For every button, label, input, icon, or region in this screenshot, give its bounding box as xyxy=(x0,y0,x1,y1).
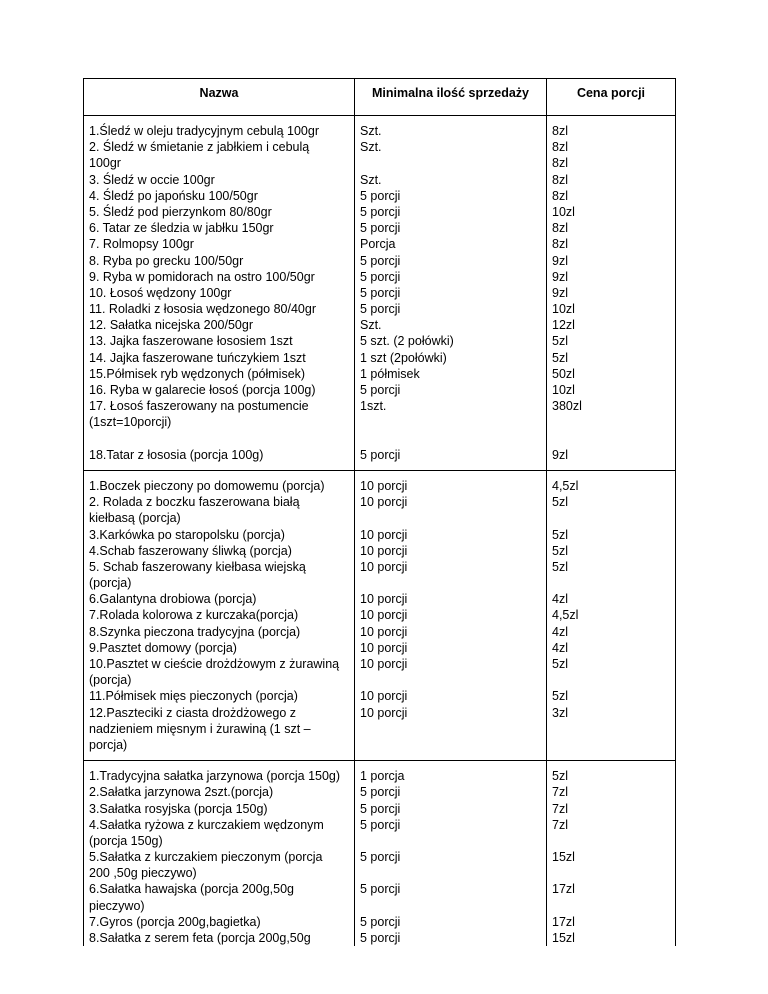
table-cell-line: 5zl xyxy=(552,495,568,510)
table-cell-line: 9zl xyxy=(552,253,568,268)
table-cell-line: 8zl xyxy=(552,140,568,155)
table-cell-line: 5 porcji xyxy=(360,914,401,929)
table-cell-line xyxy=(360,721,541,737)
table-cell-line: 9. Ryba w pomidorach na ostro 100/50gr xyxy=(89,269,315,284)
table-cell-line: 3.Karkówka po staropolsku (porcja) xyxy=(89,527,285,542)
table-cell-line: 10 porcji xyxy=(360,559,408,574)
table-cell-line: 5 porcji xyxy=(360,817,401,832)
table-cell-line: Szt. xyxy=(360,318,382,333)
table-cell-line xyxy=(360,833,541,849)
table-cell-line xyxy=(552,575,670,591)
table-cell-line: 17zl xyxy=(552,914,575,929)
table-cell-line: 17. Łosoś faszerowany na postumencie xyxy=(89,399,309,414)
table-cell-line xyxy=(360,575,541,591)
table-cell-line: 6. Tatar ze śledzia w jabłku 150gr xyxy=(89,221,274,236)
table-cell-line: 50zl xyxy=(552,366,575,381)
table-cell-line: 7zl xyxy=(552,817,568,832)
table-cell-line: 2.Sałatka jarzynowa 2szt.(porcja) xyxy=(89,785,274,800)
table-cell-line: 200 ,50g pieczywo) xyxy=(89,866,197,881)
table-cell-line xyxy=(552,865,670,881)
table-cell-line xyxy=(89,431,349,447)
section-fish-prices xyxy=(547,116,676,471)
table-cell-line: Szt. xyxy=(360,124,382,138)
table-cell-line: 8.Szynka pieczona tradycyjna (porcja) xyxy=(89,624,301,639)
table-cell-line: 8zl xyxy=(552,188,568,203)
table-cell-line: 12. Sałatka nicejska 200/50gr xyxy=(89,318,253,333)
table-cell-line: 1.Boczek pieczony po domowemu (porcja) xyxy=(89,478,325,493)
table-cell-line: 380zl xyxy=(552,399,582,414)
table-cell-line: 15zl xyxy=(552,931,575,945)
table-cell-line: 7.Rolada kolorowa z kurczaka(porcja) xyxy=(89,608,299,623)
table-cell-line: 14. Jajka faszerowane tuńczykiem 1szt xyxy=(89,350,306,365)
table-cell-line: 5 porcji xyxy=(360,785,401,800)
table-cell-line: 4zl xyxy=(552,592,568,607)
table-cell-line: 5 porcji xyxy=(360,269,401,284)
table-cell-line xyxy=(552,737,670,753)
section-salad-names xyxy=(84,761,355,947)
table-cell-line: 5 porcji xyxy=(360,882,401,897)
table-cell-line xyxy=(552,721,670,737)
table-cell-line: 2. Rolada z boczku faszerowana białą xyxy=(89,495,300,510)
table-cell-line: 4.Schab faszerowany śliwką (porcja) xyxy=(89,543,292,558)
table-cell-line: 7zl xyxy=(552,785,568,800)
table-cell-line: 12.Paszteciki z ciasta drożdżowego z xyxy=(89,705,297,720)
table-cell-line: 12zl xyxy=(552,318,575,333)
table-cell-line: 10 porcji xyxy=(360,640,408,655)
table-cell-line: 7zl xyxy=(552,801,568,816)
table-cell-line: 9.Pasztet domowy (porcja) xyxy=(89,640,237,655)
table-cell-line: 5 porcji xyxy=(360,285,401,300)
table-cell-line: 10 porcji xyxy=(360,705,408,720)
table-cell-line: 15.Półmisek ryb wędzonych (półmisek) xyxy=(89,366,306,381)
table-cell-line: 5 porcji xyxy=(360,447,401,462)
table-cell-line: 5.Sałatka z kurczakiem pieczonym (porcja xyxy=(89,850,323,865)
table-cell-line: 5zl xyxy=(552,559,568,574)
section-fish-row xyxy=(84,116,676,471)
table-cell-line: 10 porcji xyxy=(360,608,408,623)
table-cell-line xyxy=(552,414,670,430)
table-cell-line: 5 porcji xyxy=(360,801,401,816)
table-cell-line: 18.Tatar z łososia (porcja 100g) xyxy=(89,447,264,462)
table-cell-line: 8. Ryba po grecku 100/50gr xyxy=(89,253,244,268)
section-meat-qty xyxy=(355,470,547,760)
table-cell-line: 1 szt (2połówki) xyxy=(360,350,447,365)
table-cell-line: 8zl xyxy=(552,124,568,138)
table-cell-line: 7. Rolmopsy 100gr xyxy=(89,237,194,252)
table-cell-line: 5zl xyxy=(552,527,568,542)
table-cell-line xyxy=(552,510,670,526)
table-cell-line: 8zl xyxy=(552,237,568,252)
section-meat-prices xyxy=(547,470,676,760)
table-cell-line: pieczywo) xyxy=(89,898,145,913)
table-cell-line: 8zl xyxy=(552,156,568,171)
table-cell-line: 15zl xyxy=(552,850,575,865)
table-cell-line: 17zl xyxy=(552,882,575,897)
table-cell-line: 10. Łosoś wędzony 100gr xyxy=(89,285,232,300)
table-cell-line: (porcja) xyxy=(89,576,132,591)
table-cell-line: 11. Roladki z łososia wędzonego 80/40gr xyxy=(89,302,316,317)
header-price: Cena porcji xyxy=(547,79,676,116)
table-cell-line: 6.Galantyna drobiowa (porcja) xyxy=(89,592,257,607)
table-cell-line: 9zl xyxy=(552,285,568,300)
table-cell-line: 5. Śledź pod pierzynkom 80/80gr xyxy=(89,204,272,219)
table-cell-line: nadzieniem mięsnym i żurawiną (1 szt – xyxy=(89,721,311,736)
table-cell-line: 5 porcji xyxy=(360,188,401,203)
table-cell-line: Szt. xyxy=(360,172,382,187)
table-cell-line xyxy=(360,431,541,447)
table-cell-line xyxy=(360,414,541,430)
table-cell-line: 10zl xyxy=(552,302,575,317)
table-cell-line: 16. Ryba w galarecie łosoś (porcja 100g) xyxy=(89,383,316,397)
table-cell-line: 5 porcji xyxy=(360,253,401,268)
table-cell-line: Porcja xyxy=(360,237,396,252)
table-cell-line: (porcja 150g) xyxy=(89,833,163,848)
table-cell-line: 5zl xyxy=(552,334,568,349)
table-cell-line xyxy=(360,672,541,688)
section-fish-qty xyxy=(355,116,547,471)
table-cell-line: 13. Jajka faszerowane łososiem 1szt xyxy=(89,334,293,349)
table-cell-line: 1.Tradycyjna sałatka jarzynowa (porcja 150g) xyxy=(89,769,341,784)
table-cell-line: 10.Pasztet w cieście drożdżowym z żurawiną xyxy=(89,657,340,671)
table-cell-line: 5 porcji xyxy=(360,931,401,945)
table-cell-line xyxy=(552,833,670,849)
table-cell-line: 10zl xyxy=(552,383,575,397)
table-cell-line xyxy=(552,898,670,914)
table-cell-line: 5 porcji xyxy=(360,383,401,397)
table-cell-line: porcja) xyxy=(89,737,128,752)
section-meat-row xyxy=(84,470,676,760)
table-cell-line: 4.Sałatka ryżowa z kurczakiem wędzonym xyxy=(89,817,324,832)
table-cell-line: 5. Schab faszerowany kiełbasa wiejską xyxy=(89,559,306,574)
header-min-qty: Minimalna ilość sprzedaży xyxy=(355,79,547,116)
section-salad-qty xyxy=(355,761,547,947)
table-cell-line: 4. Śledź po japońsku 100/50gr xyxy=(89,188,258,203)
header-row xyxy=(84,79,676,116)
table-cell-line: 5 porcji xyxy=(360,302,401,317)
table-cell-line: 11.Półmisek mięs pieczonych (porcja) xyxy=(89,689,298,704)
table-cell-line: 3. Śledź w occie 100gr xyxy=(89,172,215,187)
table-cell-line: 5zl xyxy=(552,689,568,704)
table-cell-line: 10 porcji xyxy=(360,478,408,493)
table-cell-line: 5zl xyxy=(552,543,568,558)
table-cell-line: 7.Gyros (porcja 200g,bagietka) xyxy=(89,914,261,929)
table-cell-line: 1 porcja xyxy=(360,769,405,784)
table-cell-line xyxy=(360,155,541,171)
table-cell-line: 10 porcji xyxy=(360,495,408,510)
table-cell-line xyxy=(360,898,541,914)
table-cell-line: 10 porcji xyxy=(360,624,408,639)
table-cell-line: 9zl xyxy=(552,269,568,284)
header-name: Nazwa xyxy=(84,79,355,116)
table-cell-line: 5 szt. (2 połówki) xyxy=(360,334,454,349)
price-table xyxy=(83,78,676,946)
table-cell-line: 8zl xyxy=(552,221,568,236)
table-cell-line: 5zl xyxy=(552,769,568,784)
table-cell-line: 5zl xyxy=(552,657,568,671)
table-cell-line: 1 półmisek xyxy=(360,366,420,381)
table-cell-line: 4zl xyxy=(552,640,568,655)
table-cell-line: 1szt. xyxy=(360,399,387,414)
table-cell-line: 100gr xyxy=(89,156,121,171)
table-cell-line: kiełbasą (porcja) xyxy=(89,511,181,526)
table-cell-line xyxy=(360,510,541,526)
table-cell-line: 10 porcji xyxy=(360,527,408,542)
table-cell-line: 3zl xyxy=(552,705,568,720)
table-cell-line: 9zl xyxy=(552,447,568,462)
table-cell-line: 6.Sałatka hawajska (porcja 200g,50g xyxy=(89,882,294,897)
table-cell-line: 4,5zl xyxy=(552,478,579,493)
table-cell-line xyxy=(360,737,541,753)
table-cell-line: 1.Śledź w oleju tradycyjnym cebulą 100gr xyxy=(89,124,319,138)
table-cell-line: Szt. xyxy=(360,140,382,155)
table-cell-line: 8.Sałatka z serem feta (porcja 200g,50g xyxy=(89,931,311,945)
table-cell-line: (porcja) xyxy=(89,673,132,688)
table-cell-line: 10 porcji xyxy=(360,689,408,704)
section-salad-row xyxy=(84,761,676,947)
table-cell-line xyxy=(552,431,670,447)
table-cell-line: 5 porcji xyxy=(360,850,401,865)
table-cell-line xyxy=(360,865,541,881)
table-cell-line: 10zl xyxy=(552,204,575,219)
table-cell-line xyxy=(552,672,670,688)
table-cell-line: 2. Śledź w śmietanie z jabłkiem i cebulą xyxy=(89,140,310,155)
section-salad-prices xyxy=(547,761,676,947)
section-meat-names xyxy=(84,470,355,760)
table-cell-line: 5 porcji xyxy=(360,204,401,219)
table-cell-line: 10 porcji xyxy=(360,543,408,558)
table-cell-line: (1szt=10porcji) xyxy=(89,415,172,430)
table-cell-line: 8zl xyxy=(552,172,568,187)
table-cell-line: 5 porcji xyxy=(360,221,401,236)
table-cell-line: 4,5zl xyxy=(552,608,579,623)
table-cell-line: 4zl xyxy=(552,624,568,639)
table-cell-line: 10 porcji xyxy=(360,657,408,671)
table-cell-line: 5zl xyxy=(552,350,568,365)
section-fish-names xyxy=(84,116,355,471)
table-cell-line: 3.Sałatka rosyjska (porcja 150g) xyxy=(89,801,268,816)
table-cell-line: 10 porcji xyxy=(360,592,408,607)
